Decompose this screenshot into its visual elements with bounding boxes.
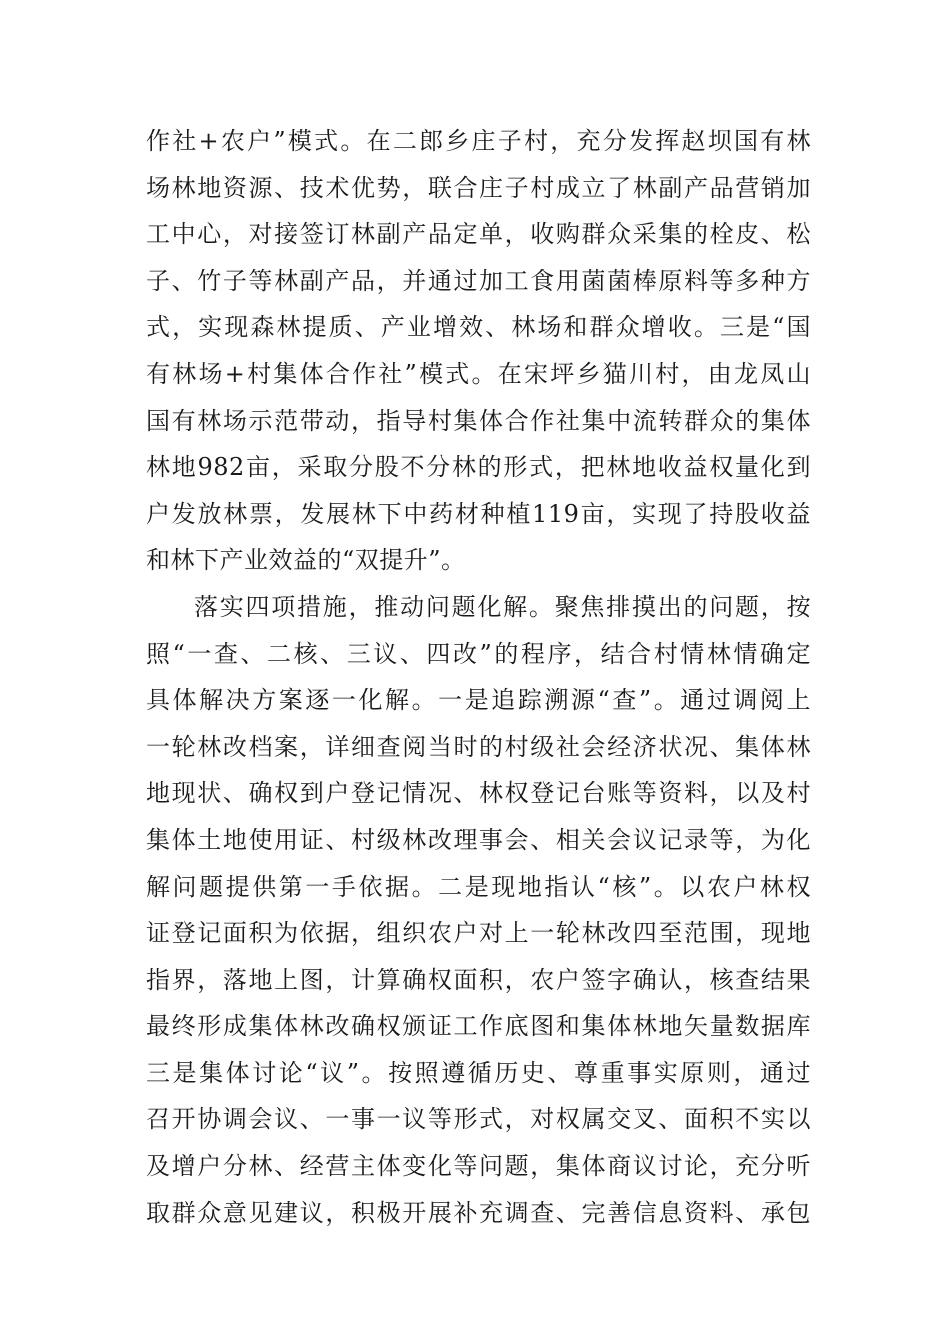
text-line: 取群众意见建议，积极开展补充调查、完善信息资料、承包 (146, 1198, 811, 1227)
text-line: 国有林场示范带动，指导村集体合作社集中流转群众的集体 (146, 406, 811, 435)
text-line: 子、竹子等林副产品，并通过加工食用菌菌棒原料等多种方 (146, 266, 811, 295)
text-line: 落实四项措施，推动问题化解。聚焦排摸出的问题，按 (194, 592, 811, 621)
text-line: 召开协调会议、一事一议等形式，对权属交叉、面积不实以 (146, 1105, 811, 1134)
text-line: 式，实现森林提质、产业增效、林场和群众增收。三是“国 (146, 313, 811, 342)
text-line: 林地982亩，采取分股不分林的形式，把林地收益权量化到 (146, 453, 811, 482)
text-line: 一轮林改档案，详细查阅当时的村级社会经济状况、集体林 (146, 732, 811, 761)
text-line: 三是集体讨论“议”。按照遵循历史、尊重事实原则，通过 (146, 1058, 811, 1087)
text-line: 具体解决方案逐一化解。一是追踪溯源“查”。通过调阅上 (146, 686, 811, 715)
text-line: 工中心，对接签订林副产品定单，收购群众采集的栓皮、松 (146, 220, 811, 249)
text-line: 地现状、确权到户登记情况、林权登记台账等资料，以及村 (146, 779, 811, 808)
text-line: 照“一查、二核、三议、四改”的程序，结合村情林情确定 (146, 639, 811, 668)
text-line: 解问题提供第一手依据。二是现地指认“核”。以农户林权 (146, 872, 811, 901)
text-line: 证登记面积为依据，组织农户对上一轮林改四至范围，现地 (146, 919, 811, 948)
text-line: 和林下产业效益的“双提升”。 (146, 546, 466, 575)
text-line: 户发放林票，发展林下中药材种植119亩，实现了持股收益 (146, 499, 811, 528)
text-line: 作社+农户”模式。在二郎乡庄子村，充分发挥赵坝国有林 (146, 127, 811, 155)
text-line: 最终形成集体林改确权颁证工作底图和集体林地矢量数据库 (146, 1012, 811, 1041)
text-line: 场林地资源、技术优势，联合庄子村成立了林副产品营销加 (146, 173, 811, 202)
text-line: 及增户分林、经营主体变化等问题，集体商议讨论，充分听 (146, 1152, 811, 1181)
body-text (146, 118, 811, 1236)
text-line: 指界，落地上图，计算确权面积，农户签字确认，核查结果 (146, 965, 811, 994)
text-line: 有林场+村集体合作社”模式。在宋坪乡猫川村，由龙凤山 (146, 359, 811, 388)
text-line: 集体土地使用证、村级林改理事会、相关会议记录等，为化 (146, 825, 811, 854)
